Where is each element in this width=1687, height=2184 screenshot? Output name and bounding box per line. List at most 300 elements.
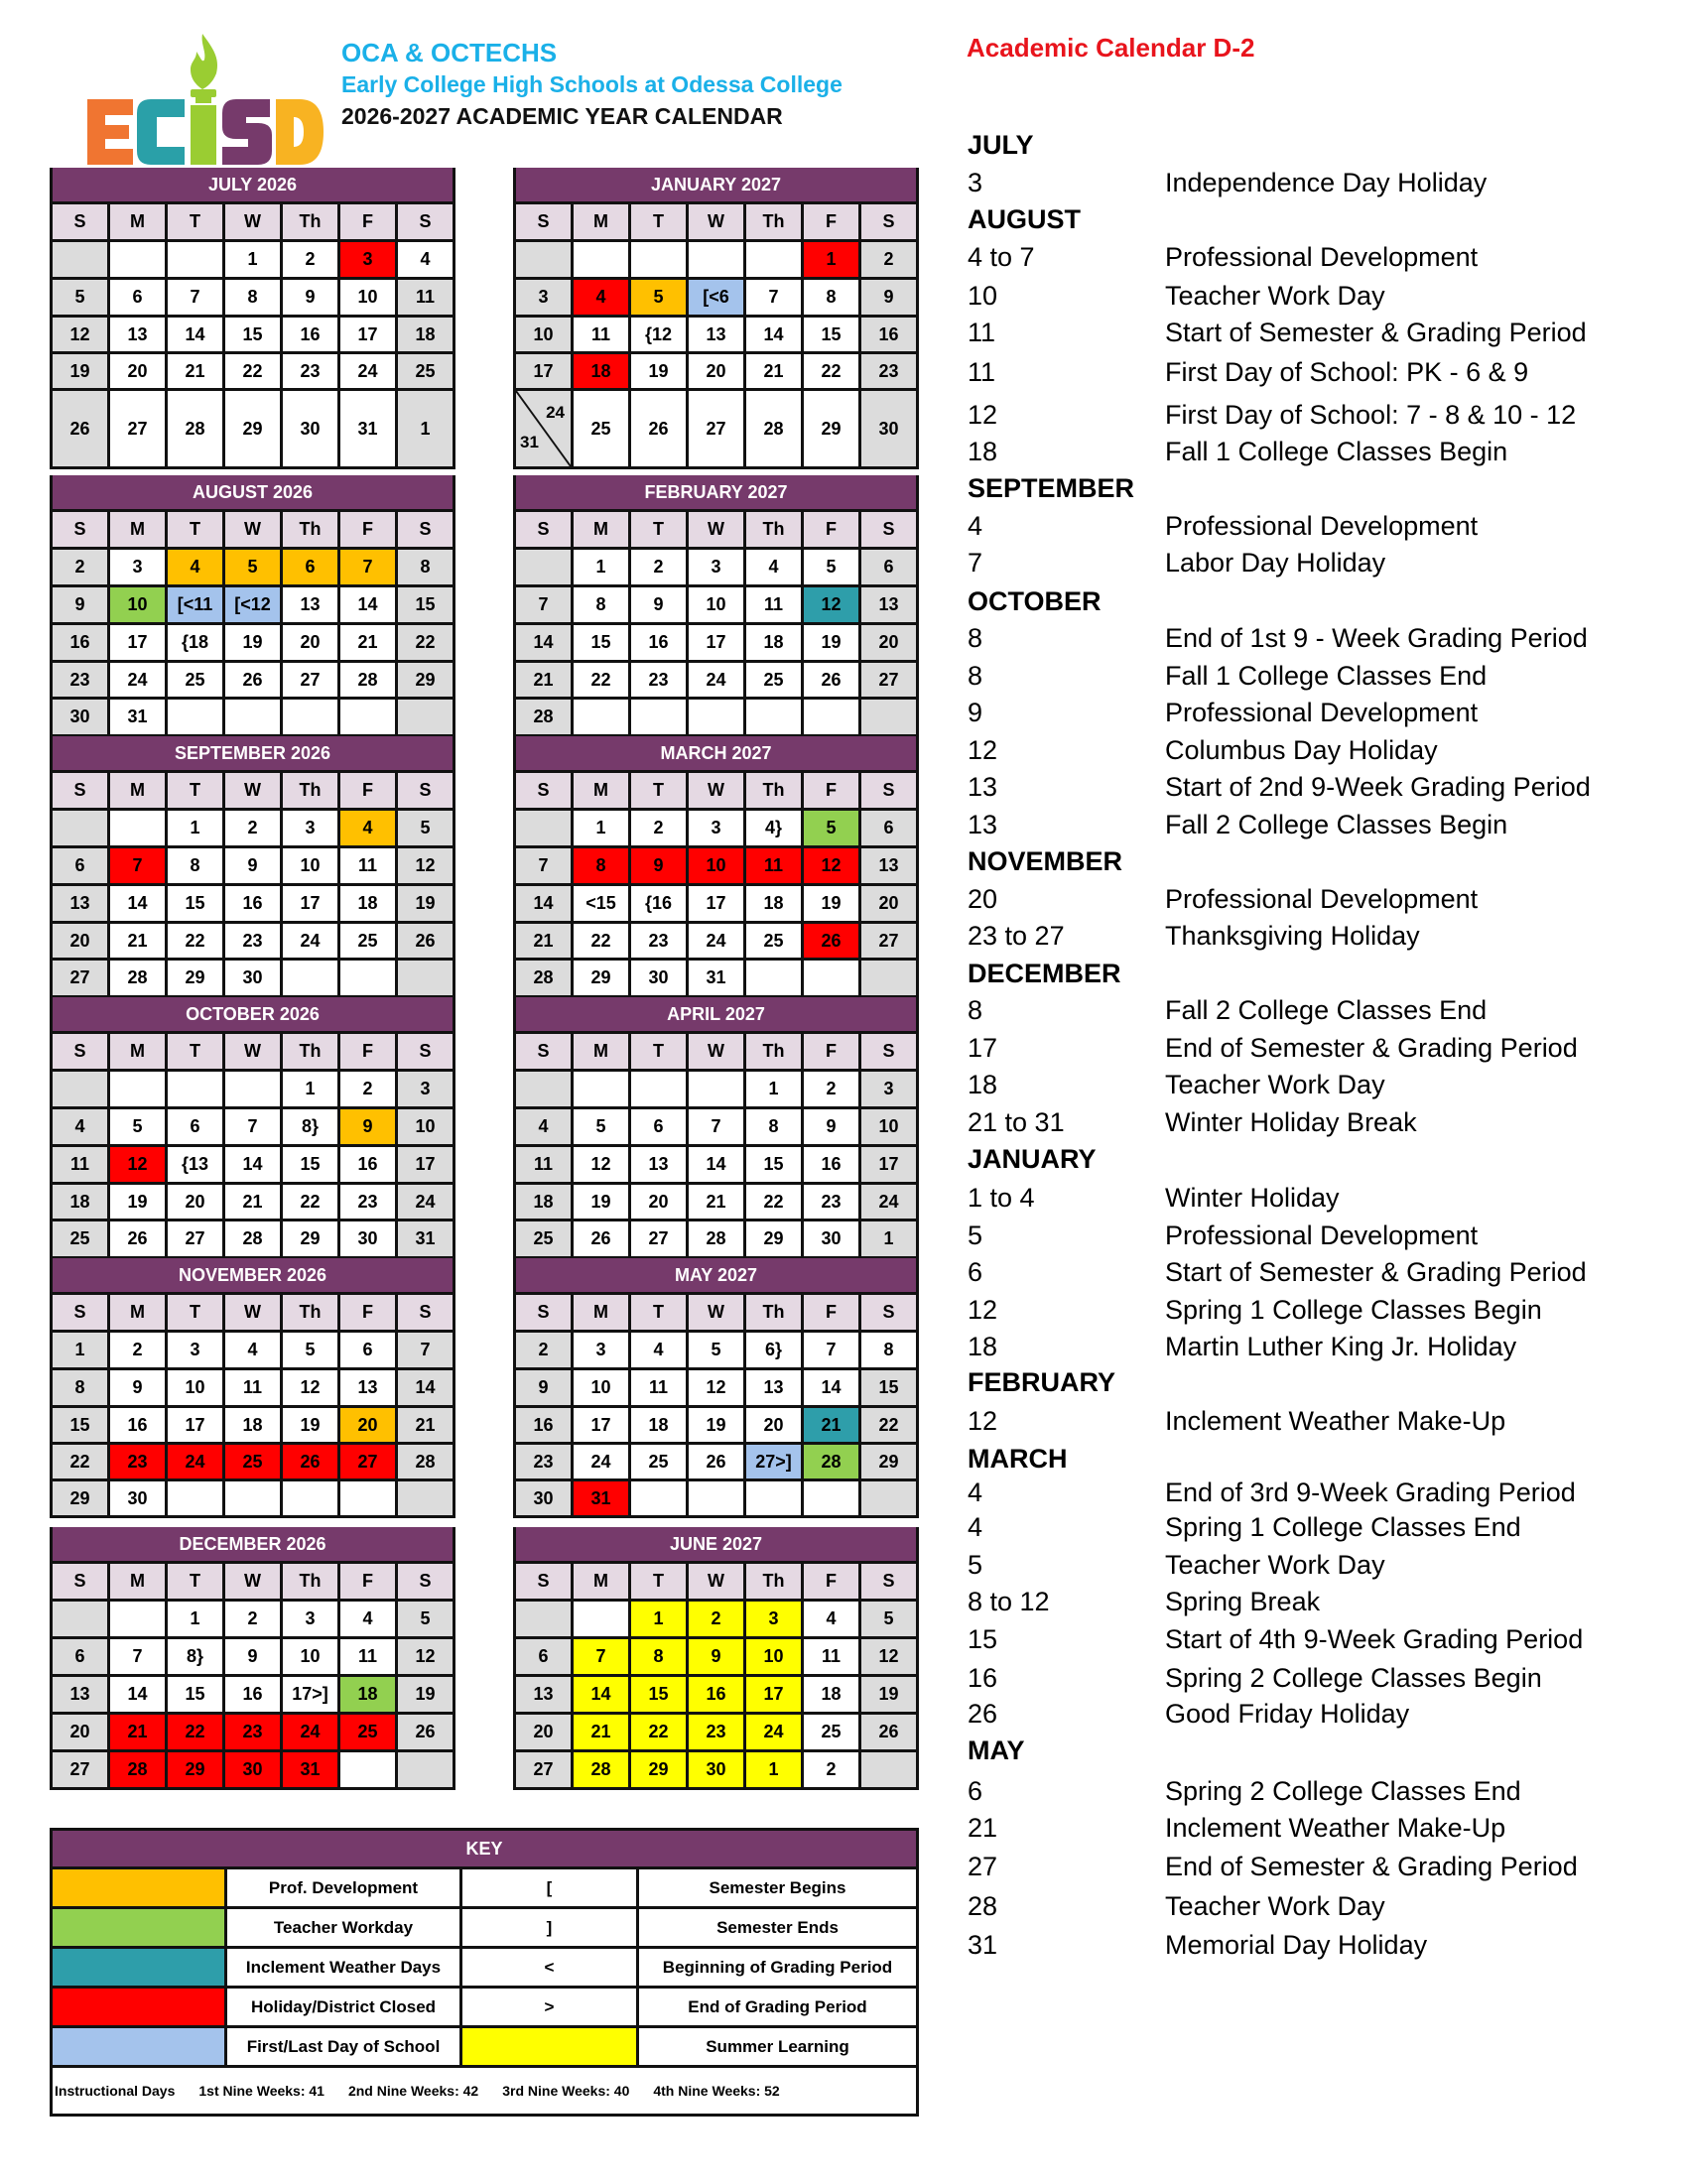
weekday-label: T <box>168 204 225 239</box>
weekday-label: S <box>398 773 453 808</box>
day-cell: 7 <box>110 848 168 883</box>
week-row <box>53 1677 453 1715</box>
color-swatch <box>53 2028 227 2065</box>
day-cell: 30 <box>516 1481 574 1515</box>
event-date: 10 <box>968 281 998 311</box>
day-cell: 15 <box>225 318 283 351</box>
event-date: 15 <box>968 1624 998 1654</box>
day-cell <box>398 1752 453 1787</box>
day-cell: 20 <box>516 1715 574 1749</box>
event-description: Professional Development <box>1165 1220 1479 1250</box>
day-cell: 16 <box>516 1408 574 1442</box>
day-cell: 27 <box>861 924 916 958</box>
key-title: KEY <box>53 1831 916 1869</box>
week-row <box>516 1639 916 1677</box>
week-row <box>516 1370 916 1408</box>
day-cell: 25 <box>746 663 804 697</box>
day-cell: 3 <box>340 242 398 277</box>
day-cell: 15 <box>631 1677 689 1712</box>
day-cell: 23 <box>861 354 916 388</box>
day-cell: 15 <box>398 587 453 622</box>
day-cell: 23 <box>110 1445 168 1478</box>
color-swatch <box>53 1989 227 2025</box>
day-cell: 5 <box>110 1109 168 1144</box>
day-cell: 2 <box>804 1752 861 1787</box>
day-cell: 1 <box>398 391 453 466</box>
day-cell: 26 <box>861 1715 916 1749</box>
day-cell: 16 <box>225 886 283 921</box>
month-title: APRIL 2027 <box>516 997 916 1034</box>
weekday-label: Th <box>283 204 340 239</box>
day-cell: 27 <box>689 391 746 466</box>
week-row <box>516 550 916 587</box>
event-description: Fall 2 College Classes Begin <box>1165 810 1508 839</box>
week-row <box>53 1481 453 1518</box>
weekday-label: Th <box>283 1295 340 1330</box>
event-description: Independence Day Holiday <box>1165 168 1488 197</box>
day-cell: 13 <box>110 318 168 351</box>
month-title: MAY 2027 <box>516 1258 916 1295</box>
day-cell: 2 <box>53 550 110 584</box>
day-cell: 28 <box>516 700 574 734</box>
day-cell: 20 <box>631 1185 689 1219</box>
day-cell: 21 <box>516 663 574 697</box>
day-cell: 11 <box>804 1639 861 1674</box>
weekday-label: T <box>168 512 225 547</box>
day-cell <box>746 1481 804 1515</box>
day-cell: 19 <box>689 1408 746 1442</box>
day-cell: 1 <box>631 1602 689 1636</box>
day-cell: 19 <box>398 886 453 921</box>
day-cell <box>861 700 916 734</box>
day-cell: 22 <box>398 625 453 660</box>
event-date: 8 <box>968 623 983 653</box>
event-description: End of 3rd 9-Week Grading Period <box>1165 1477 1576 1507</box>
day-cell: 1 <box>804 242 861 277</box>
month-title: MARCH 2027 <box>516 736 916 773</box>
day-cell <box>53 1072 110 1106</box>
day-cell: 22 <box>861 1408 916 1442</box>
day-cell: 7 <box>225 1109 283 1144</box>
day-cell: 1 <box>574 811 631 845</box>
day-cell: 30 <box>225 1752 283 1787</box>
day-cell: 11 <box>398 280 453 315</box>
month-mar <box>513 736 919 998</box>
event-date: 13 <box>968 810 998 839</box>
day-cell: 13 <box>53 886 110 921</box>
weekday-label: S <box>53 512 110 547</box>
day-cell: 12 <box>398 1639 453 1674</box>
key-meaning: End of Grading Period <box>688 1996 867 2016</box>
day-cell: 17 <box>283 886 340 921</box>
week-row <box>53 587 453 625</box>
weekday-label: T <box>168 1564 225 1599</box>
day-cell: 3 <box>689 550 746 584</box>
day-cell: 29 <box>746 1221 804 1256</box>
day-cell: 23 <box>225 1715 283 1749</box>
day-cell <box>516 242 574 277</box>
weekday-label: S <box>398 1295 453 1330</box>
weekday-label: Th <box>746 1295 804 1330</box>
key-meaning: Beginning of Grading Period <box>662 1957 893 1977</box>
day-cell: 11 <box>746 587 804 622</box>
day-cell: 23 <box>283 354 340 388</box>
day-cell: 15 <box>574 625 631 660</box>
event-date: 17 <box>968 1033 998 1063</box>
day-cell: 28 <box>574 1752 631 1787</box>
event-date: 11 <box>968 357 996 387</box>
event-date: 4 <box>968 1477 983 1507</box>
month-title: JANUARY 2027 <box>516 168 916 204</box>
week-row <box>53 663 453 700</box>
day-cell: 8 <box>574 587 631 622</box>
day-cell: 2 <box>631 550 689 584</box>
day-cell: 1 <box>168 811 225 845</box>
weekday-label: Th <box>746 512 804 547</box>
event-month-heading: JANUARY <box>968 1144 1097 1174</box>
day-cell: 7 <box>689 1109 746 1144</box>
day-cell: 18 <box>804 1677 861 1712</box>
school-subtitle: Early College High Schools at Odessa College <box>341 71 843 97</box>
day-cell: 21 <box>168 354 225 388</box>
week-row <box>516 848 916 886</box>
day-cell: <15 <box>574 886 631 921</box>
day-cell: 17 <box>861 1147 916 1182</box>
weekday-label: Th <box>746 1564 804 1599</box>
day-cell: 25 <box>746 924 804 958</box>
day-cell: 14 <box>516 886 574 921</box>
key-meaning: Summer Learning <box>706 2036 849 2056</box>
event-month-heading: JULY <box>968 130 1034 160</box>
weekday-label: W <box>689 1034 746 1069</box>
day-cell: 17 <box>746 1677 804 1712</box>
day-cell: 5 <box>861 1602 916 1636</box>
week-row <box>516 354 916 391</box>
day-cell: 22 <box>53 1445 110 1478</box>
day-cell: 25 <box>398 354 453 388</box>
weekday-label: M <box>110 1564 168 1599</box>
day-cell: 14 <box>689 1147 746 1182</box>
week-row <box>516 1109 916 1147</box>
day-cell: 5 <box>804 811 861 845</box>
day-cell: 28 <box>168 391 225 466</box>
week-row <box>516 1445 916 1481</box>
day-cell <box>110 1602 168 1636</box>
day-cell: 13 <box>861 848 916 883</box>
day-cell: 3 <box>689 811 746 845</box>
day-cell: 30 <box>225 961 283 995</box>
event-description: Start of 4th 9-Week Grading Period <box>1165 1624 1584 1654</box>
weekday-label: F <box>340 1564 398 1599</box>
day-cell: 30 <box>689 1752 746 1787</box>
weekday-label: S <box>861 1034 916 1069</box>
day-cell <box>631 242 689 277</box>
day-cell: 7 <box>398 1333 453 1367</box>
week-row <box>53 280 453 318</box>
day-cell: 9 <box>225 1639 283 1674</box>
day-cell <box>53 811 110 845</box>
day-cell: {16 <box>631 886 689 921</box>
day-cell: 27>] <box>746 1445 804 1478</box>
week-row <box>53 354 453 391</box>
event-month-heading: AUGUST <box>968 204 1081 234</box>
day-cell: 24 <box>283 924 340 958</box>
day-cell: 30 <box>340 1221 398 1256</box>
weekday-label: S <box>516 773 574 808</box>
week-row <box>516 1147 916 1185</box>
ecisd-logo-icon <box>81 30 324 169</box>
weekday-label: W <box>225 1295 283 1330</box>
day-cell: 7 <box>574 1639 631 1674</box>
event-date: 7 <box>968 548 983 578</box>
event-date: 8 to 12 <box>968 1587 1050 1616</box>
day-cell: 30 <box>631 961 689 995</box>
day-cell: 7 <box>746 280 804 315</box>
day-cell: 23 <box>631 663 689 697</box>
day-cell: 6 <box>861 811 916 845</box>
week-row <box>516 1481 916 1518</box>
event-description: Memorial Day Holiday <box>1165 1930 1428 1960</box>
key-label: Teacher Workday <box>227 1909 462 1946</box>
event-description: Teacher Work Day <box>1165 1550 1385 1580</box>
day-cell: 16 <box>631 625 689 660</box>
day-cell: 23 <box>689 1715 746 1749</box>
event-description: Start of 2nd 9-Week Grading Period <box>1165 772 1591 802</box>
week-row <box>516 1221 916 1259</box>
week-row <box>53 848 453 886</box>
event-description: Winter Holiday <box>1165 1183 1340 1213</box>
weekday-label: S <box>861 204 916 239</box>
weekday-label: Th <box>746 204 804 239</box>
day-cell <box>225 700 283 734</box>
day-cell: 29 <box>398 663 453 697</box>
day-cell: 17 <box>168 1408 225 1442</box>
month-aug <box>50 475 455 737</box>
day-cell: 10 <box>689 848 746 883</box>
event-month-heading: OCTOBER <box>968 586 1102 616</box>
weekday-label: F <box>340 1034 398 1069</box>
event-month-heading: FEBRUARY <box>968 1367 1116 1397</box>
day-cell: 6 <box>631 1109 689 1144</box>
day-cell: 1 <box>283 1072 340 1106</box>
event-description: Winter Holiday Break <box>1165 1107 1417 1137</box>
day-cell: 29 <box>53 1481 110 1515</box>
weekday-label: S <box>516 1564 574 1599</box>
month-title: OCTOBER 2026 <box>53 997 453 1034</box>
day-cell <box>340 1481 398 1515</box>
day-cell: 17 <box>110 625 168 660</box>
weekday-label: S <box>53 1295 110 1330</box>
day-cell: 2 <box>110 1333 168 1367</box>
day-cell: 27 <box>340 1445 398 1478</box>
day-cell: 26 <box>225 663 283 697</box>
week-row <box>516 811 916 848</box>
event-month-heading: NOVEMBER <box>968 846 1123 876</box>
weekday-label: T <box>168 773 225 808</box>
month-may <box>513 1258 919 1518</box>
event-date: 31 <box>968 1930 998 1960</box>
day-cell: 12 <box>861 1639 916 1674</box>
event-date: 5 <box>968 1550 983 1580</box>
day-cell <box>804 1481 861 1515</box>
event-date: 11 <box>968 318 996 347</box>
day-cell <box>804 700 861 734</box>
day-cell: 3 <box>110 550 168 584</box>
day-cell: 19 <box>804 886 861 921</box>
day-cell: 14 <box>398 1370 453 1405</box>
weekday-header-row <box>53 1564 453 1602</box>
day-cell: 14 <box>168 318 225 351</box>
day-cell: 15 <box>283 1147 340 1182</box>
week-row <box>53 1147 453 1185</box>
day-cell: 29 <box>168 1752 225 1787</box>
color-swatch <box>53 1869 227 1906</box>
day-cell: 11 <box>225 1370 283 1405</box>
day-cell: 4 <box>340 1602 398 1636</box>
weekday-label: W <box>689 773 746 808</box>
day-cell: 11 <box>574 318 631 351</box>
day-cell: 8 <box>804 280 861 315</box>
day-cell: 19 <box>804 625 861 660</box>
day-cell <box>53 242 110 277</box>
day-cell: 9 <box>631 587 689 622</box>
week-row <box>53 1408 453 1445</box>
day-cell: 26 <box>398 924 453 958</box>
day-cell: 19 <box>110 1185 168 1219</box>
day-cell: 15 <box>804 318 861 351</box>
day-cell <box>631 1072 689 1106</box>
week-row <box>516 280 916 318</box>
day-cell: 29 <box>283 1221 340 1256</box>
day-cell: 30 <box>804 1221 861 1256</box>
month-dec <box>50 1527 455 1790</box>
calendar-title: 2026-2027 ACADEMIC YEAR CALENDAR <box>341 103 783 129</box>
day-cell: 6 <box>110 280 168 315</box>
event-date: 3 <box>968 168 983 197</box>
day-cell: 10 <box>110 587 168 622</box>
day-cell: 30 <box>110 1481 168 1515</box>
day-cell: 13 <box>53 1677 110 1712</box>
q1-days: 1st Nine Weeks: 41 <box>198 2083 324 2099</box>
day-cell: 24 <box>168 1445 225 1478</box>
day-cell <box>283 961 340 995</box>
event-month-heading: SEPTEMBER <box>968 473 1135 503</box>
weekday-header-row <box>53 1034 453 1072</box>
day-cell: 6 <box>340 1333 398 1367</box>
day-cell: 18 <box>516 1185 574 1219</box>
weekday-header-row <box>53 512 453 550</box>
event-description: Professional Development <box>1165 698 1479 727</box>
day-cell: 26 <box>283 1445 340 1478</box>
weekday-label: S <box>53 1034 110 1069</box>
day-cell: 28 <box>516 961 574 995</box>
day-cell <box>516 1602 574 1636</box>
event-date: 8 <box>968 661 983 691</box>
day-cell: {12 <box>631 318 689 351</box>
day-cell: 5 <box>574 1109 631 1144</box>
day-cell: 4} <box>746 811 804 845</box>
weekday-label: M <box>110 512 168 547</box>
event-description: First Day of School: PK - 6 & 9 <box>1165 357 1529 387</box>
event-description: End of Semester & Grading Period <box>1165 1033 1578 1063</box>
event-description: Professional Development <box>1165 511 1479 541</box>
week-row <box>516 1185 916 1221</box>
day-cell: 7 <box>110 1639 168 1674</box>
day-cell: 10 <box>689 587 746 622</box>
day-cell: 25 <box>225 1445 283 1478</box>
weekday-header-row <box>516 204 916 242</box>
day-cell: 4 <box>631 1333 689 1367</box>
day-cell <box>574 1602 631 1636</box>
day-cell: 28 <box>110 961 168 995</box>
event-date: 23 to 27 <box>968 921 1065 951</box>
key-row <box>53 1949 916 1989</box>
day-cell: 30 <box>861 391 916 466</box>
day-cell: 1 <box>168 1602 225 1636</box>
day-cell: 7 <box>804 1333 861 1367</box>
day-cell: 3 <box>516 280 574 315</box>
day-cell: 21 <box>340 625 398 660</box>
event-description: Teacher Work Day <box>1165 1891 1385 1921</box>
day-cell: 18 <box>225 1408 283 1442</box>
weekday-label: W <box>225 512 283 547</box>
day-cell <box>110 1072 168 1106</box>
day-cell: 23 <box>340 1185 398 1219</box>
day-cell: 27 <box>861 663 916 697</box>
day-cell: 13 <box>631 1147 689 1182</box>
day-cell: 16 <box>225 1677 283 1712</box>
weekday-label: S <box>516 1295 574 1330</box>
day-cell: 7 <box>516 848 574 883</box>
day-cell: 25 <box>516 1221 574 1256</box>
week-row <box>516 391 916 469</box>
day-cell: 25 <box>340 1715 398 1749</box>
day-cell: 22 <box>631 1715 689 1749</box>
weekday-label: T <box>631 1295 689 1330</box>
event-description: Spring Break <box>1165 1587 1321 1616</box>
week-row <box>53 1072 453 1109</box>
day-cell: 13 <box>516 1677 574 1712</box>
weekday-label: Th <box>283 1564 340 1599</box>
day-cell: 6} <box>746 1333 804 1367</box>
day-cell <box>283 700 340 734</box>
weekday-label: M <box>110 773 168 808</box>
month-jan <box>513 168 919 469</box>
week-row <box>53 550 453 587</box>
week-row <box>53 886 453 924</box>
day-cell: 4 <box>804 1602 861 1636</box>
day-cell: 24 <box>861 1185 916 1219</box>
week-row <box>53 1715 453 1752</box>
weekday-label: M <box>574 773 631 808</box>
day-cell: 9 <box>689 1639 746 1674</box>
day-cell <box>689 242 746 277</box>
day-cell: 22 <box>283 1185 340 1219</box>
weekday-header-row <box>516 1295 916 1333</box>
weekday-label: S <box>398 1564 453 1599</box>
day-cell: [<12 <box>225 587 283 622</box>
day-cell: 23 <box>53 663 110 697</box>
color-swatch <box>462 2028 639 2065</box>
day-cell: {13 <box>168 1147 225 1182</box>
day-cell <box>574 700 631 734</box>
event-description: Teacher Work Day <box>1165 1070 1385 1099</box>
day-cell: 3 <box>574 1333 631 1367</box>
event-description: Inclement Weather Make-Up <box>1165 1813 1506 1843</box>
weekday-label: M <box>574 204 631 239</box>
day-cell: 8 <box>574 848 631 883</box>
day-cell: 18 <box>340 1677 398 1712</box>
